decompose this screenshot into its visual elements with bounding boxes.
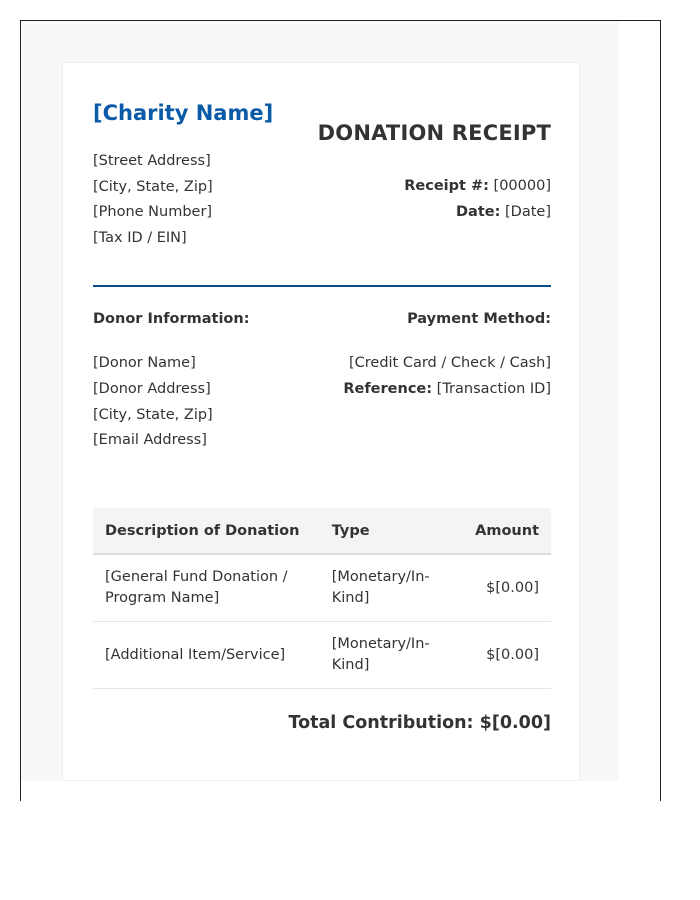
row-description: [Additional Item/Service] — [93, 622, 320, 689]
charity-tax-id: [Tax ID / EIN] — [93, 230, 187, 247]
donation-table — [93, 508, 551, 689]
receipt-title: DONATION RECEIPT — [317, 121, 551, 145]
payment-info-block — [343, 351, 551, 403]
header-divider — [93, 285, 551, 287]
receipt-number-line — [404, 173, 551, 199]
payment-heading: Payment Method: — [407, 311, 551, 327]
table-row — [93, 622, 551, 689]
payment-reference-value: [Transaction ID] — [436, 380, 551, 397]
donor-info-block — [93, 351, 213, 454]
charity-name: [Charity Name] — [93, 101, 274, 125]
receipt-date-value: [Date] — [505, 204, 551, 220]
payment-reference-label: Reference: — [343, 380, 433, 397]
row-amount: $[0.00] — [463, 622, 551, 689]
charity-contact-block — [93, 149, 213, 252]
donor-name: [Donor Name] — [93, 355, 196, 371]
payment-reference-line — [343, 377, 551, 403]
receipt-meta — [404, 173, 551, 225]
table-header-row — [93, 508, 551, 554]
header-description: Description of Donation — [93, 508, 320, 554]
row-description: [General Fund Donation / Program Name] — [93, 554, 320, 622]
header-type: Type — [320, 508, 463, 554]
row-type: [Monetary/In-Kind] — [320, 554, 463, 622]
row-type: [Monetary/In-Kind] — [320, 622, 463, 689]
total-contribution: Total Contribution: $[0.00] — [288, 713, 551, 733]
receipt-number-value: [00000] — [493, 178, 551, 194]
receipt-sheet — [62, 62, 580, 781]
receipt-date-line — [404, 199, 551, 225]
charity-phone: [Phone Number] — [93, 204, 213, 221]
donor-heading: Donor Information: — [93, 311, 250, 327]
receipt-date-label: Date: — [456, 204, 501, 220]
charity-city: [City, State, Zip] — [93, 178, 213, 195]
table-row — [93, 554, 551, 622]
donor-address: [Donor Address] — [93, 380, 211, 397]
donor-email: [Email Address] — [93, 432, 207, 449]
receipt-number-label: Receipt #: — [404, 178, 489, 194]
header-amount: Amount — [463, 508, 551, 554]
document-background — [21, 21, 619, 781]
row-amount: $[0.00] — [463, 554, 551, 622]
charity-street: [Street Address] — [93, 153, 211, 169]
payment-method: [Credit Card / Check / Cash] — [348, 355, 551, 371]
donor-city: [City, State, Zip] — [93, 406, 213, 423]
